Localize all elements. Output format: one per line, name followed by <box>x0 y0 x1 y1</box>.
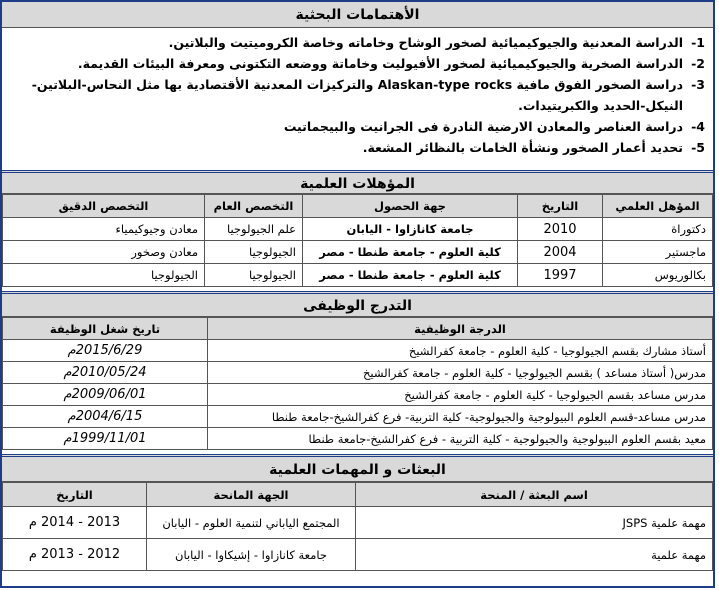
col-grantor: الجهة المانحة <box>147 483 356 507</box>
interests-title: الأهتمامات البحثية <box>2 2 713 28</box>
missions-title: البعثات و المهمات العلمية <box>2 454 713 482</box>
interest-item <box>8 137 705 158</box>
position-cell: معيد بقسم العلوم البيولوجية والجيولوجية - كلية التربية - فرع كفرالشيخ-جامعة طنطا <box>208 428 713 450</box>
col-date: التاريخ <box>518 195 603 218</box>
general-cell: الجيولوجيا <box>205 241 303 264</box>
interest-num: 1- <box>691 35 705 50</box>
interest-text: الدراسة الصخرية والجيوكيميائية لصخور الأفيوليت وخاماتة ووضعه التكتونى ومعرفة البيئات القديمة. <box>77 56 683 71</box>
grantor-cell: جامعة كانازاوا - إشيكاوا - اليابان <box>147 539 356 571</box>
table-row <box>3 241 713 264</box>
job-date-cell: 2010/05/24م <box>3 362 208 384</box>
table-row <box>3 507 713 539</box>
table-row <box>3 406 713 428</box>
degree-cell: ماجستير <box>603 241 713 264</box>
interest-item <box>8 116 705 137</box>
interest-text: دراسة العناصر والمعادن الارضية النادرة فى الجرانيت والبيجماتيت <box>283 119 683 134</box>
career-title: التدرج الوظيفى <box>2 291 713 317</box>
date-cell: 2010 <box>518 218 603 241</box>
mission-date-cell: 2013 - 2014 م <box>3 507 147 539</box>
career-table <box>2 317 713 450</box>
specific-cell: الجيولوجيا <box>3 264 205 287</box>
job-date-cell: 2009/06/01م <box>3 384 208 406</box>
interest-item <box>8 53 705 74</box>
table-row <box>3 384 713 406</box>
missions-table <box>2 482 713 571</box>
table-row <box>3 428 713 450</box>
mission-date-cell: 2012 - 2013 م <box>3 539 147 571</box>
col-specific: التخصص الدقيق <box>3 195 205 218</box>
table-row <box>3 218 713 241</box>
col-degree: المؤهل العلمي <box>603 195 713 218</box>
interests-list <box>2 28 713 170</box>
mission-name-cell: مهمة علمية <box>356 539 713 571</box>
position-cell: مدرس مساعد-قسم العلوم البيولوجية والجيولوجية- كلية التربية- فرع كفرالشيخ-جامعة طنطا <box>208 406 713 428</box>
job-date-cell: 2015/6/29م <box>3 340 208 362</box>
degree-cell: بكالوريوس <box>603 264 713 287</box>
career-header-row <box>3 318 713 340</box>
interest-num: 2- <box>691 56 705 71</box>
job-date-cell: 1999/11/01م <box>3 428 208 450</box>
col-place: جهة الحصول <box>303 195 518 218</box>
general-cell: الجيولوجيا <box>205 264 303 287</box>
grantor-cell: المجتمع الياباني لتنمية العلوم - اليابان <box>147 507 356 539</box>
date-cell: 1997 <box>518 264 603 287</box>
table-row <box>3 362 713 384</box>
place-cell: كلية العلوم - جامعة طنطا - مصر <box>303 264 518 287</box>
interest-text: دراسة الصخور الفوق مافية Alaskan-type rocks والتركيزات المعدنية الأقتصادية بها مثل النحاس-البلاتين-النيكل-الحديد والكبريتيدات. <box>31 77 683 113</box>
missions-header-row <box>3 483 713 507</box>
general-cell: علم الجيولوجيا <box>205 218 303 241</box>
mission-name-cell: مهمة علمية JSPS <box>356 507 713 539</box>
job-date-cell: 2004/6/15م <box>3 406 208 428</box>
date-cell: 2004 <box>518 241 603 264</box>
interest-num: 3- <box>691 77 705 92</box>
qualifications-header-row <box>3 195 713 218</box>
interest-text: تحديد أعمار الصخور ونشأة الخامات بالنظائر المشعة. <box>362 140 683 155</box>
qualifications-title: المؤهلات العلمية <box>2 170 713 194</box>
degree-cell: دكتوراة <box>603 218 713 241</box>
table-row <box>3 539 713 571</box>
place-cell: كلية العلوم - جامعة طنطا - مصر <box>303 241 518 264</box>
interest-num: 4- <box>691 119 705 134</box>
table-row <box>3 264 713 287</box>
col-general: التخصص العام <box>205 195 303 218</box>
specific-cell: معادن وصخور <box>3 241 205 264</box>
place-cell: جامعة كانازاوا - اليابان <box>303 218 518 241</box>
col-mission-name: اسم البعثة / المنحة <box>356 483 713 507</box>
position-cell: مدرس( أستاذ مساعد ) بقسم الجيولوجيا - كلية العلوم - جامعة كفرالشيخ <box>208 362 713 384</box>
col-position: الدرجة الوظيفية <box>208 318 713 340</box>
table-row <box>3 340 713 362</box>
col-job-date: تاريخ شغل الوظيفة <box>3 318 208 340</box>
interest-text: الدراسة المعدنية والجيوكيميائية لصخور الوشاح وخاماته وخاصة الكروميتيت والبلاتين. <box>168 35 683 50</box>
interest-num: 5- <box>691 140 705 155</box>
position-cell: أستاذ مشارك بقسم الجيولوجيا - كلية العلوم - جامعة كفرالشيخ <box>208 340 713 362</box>
specific-cell: معادن وجيوكيمياء <box>3 218 205 241</box>
interest-item <box>8 32 705 53</box>
position-cell: مدرس مساعد بقسم الجيولوجيا - كلية العلوم - جامعة كفرالشيخ <box>208 384 713 406</box>
col-mission-date: التاريخ <box>3 483 147 507</box>
interest-item <box>8 74 705 116</box>
qualifications-table <box>2 194 713 287</box>
